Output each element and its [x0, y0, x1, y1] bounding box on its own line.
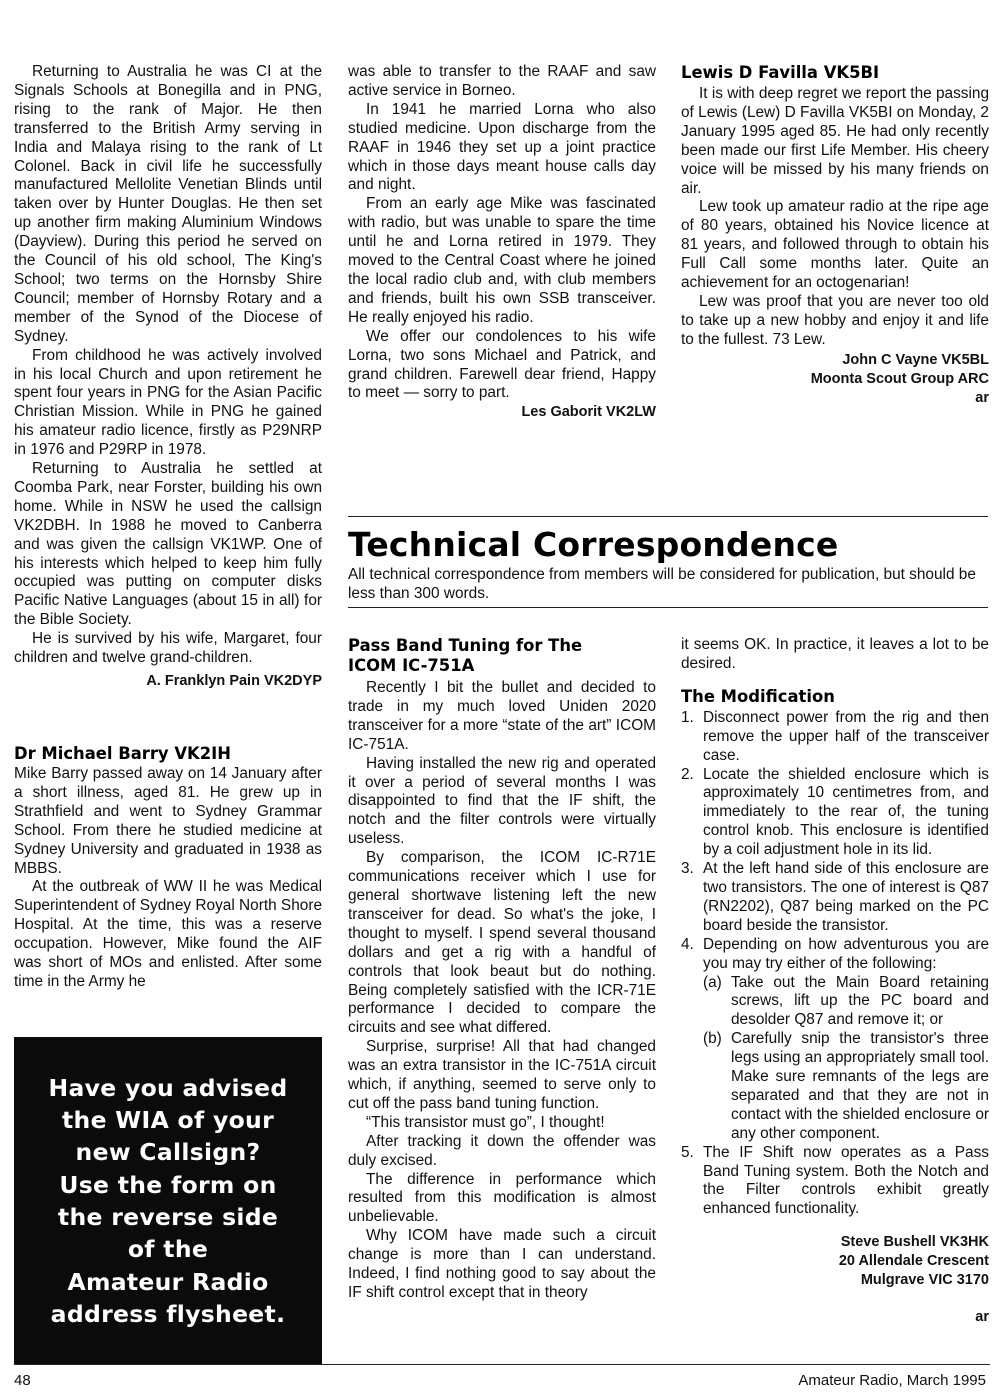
bushell-signature-name: Steve Bushell VK3HK: [840, 1234, 989, 1251]
section-rule-bottom: [348, 607, 988, 608]
advert-line: address flysheet.: [50, 1299, 286, 1328]
favilla-paragraph-2: Lew took up amateur radio at the ripe age of 80 years, obtained his Novice licence at 81 years, and followed through to obtain his Full Call some months later. Quite an achievement for an octogenarian!: [681, 198, 989, 292]
article-column-right: [681, 636, 989, 1327]
article-paragraph-4: Surprise, surprise! All that had changed was an extra transistor in the IC-751A circuit which, if anything, seemed to serve only to cut off the pass band tuning function.: [348, 1038, 656, 1112]
advert-line: new Callsign?: [75, 1138, 261, 1167]
advert-line: Use the form on: [59, 1170, 277, 1199]
article-paragraph-5: “This transistor must go”, I thought!: [366, 1113, 605, 1131]
pain-paragraph-2: From childhood he was actively involved in his local Church and upon retirement he spent four years in PNG for the Asian Pacific Christian Mission. While in PNG he gained his amateur radio licence, firstly as P29NRP in 1976 and P29RP in 1978.: [14, 346, 322, 459]
article-paragraph-3: By comparison, the ICOM IC-R71E communications receiver which I use for general shortwave listening left the new transceiver for dead. So what's the joke, I thought to myself. I spend several thousand dollars and get a rig with a handful of controls that look beaut but do nothing. Being completely satisfied with the ICR-71E performance I decided to compare the circuits and see what differed.: [348, 849, 656, 1037]
step-item: [681, 1144, 989, 1220]
favilla-paragraph-1: It is with deep regret we report the passing of Lewis (Lew) D Favilla VK5BI on Monday, 2 January 1995 aged 85. He had only recently been made our first Life Member. His cheery voice will be missed by his many friends on air.: [681, 85, 990, 197]
article-paragraph-1: Recently I bit the bullet and decided to trade in my much loved Uniden 2020 transceiver for a more “state of the art” ICOM IC-751A.: [348, 679, 656, 753]
step-item: [681, 709, 989, 766]
advert-line: Amateur Radio: [67, 1267, 269, 1296]
step-item: [681, 766, 989, 861]
advert-line: Have you advised: [48, 1073, 288, 1102]
obituary-column-2: [348, 63, 656, 422]
step-text: Locate the shielded enclosure which is approximately 10 centimetres from, and immediately to the rear of, the tuning control knob. This enclosure is identified by a coil adjustment hole in its lid.: [703, 765, 989, 859]
sub-step-label: (a): [703, 973, 722, 991]
article-paragraph-2: Having installed the new rig and operated it over a period of several months I was disappointed to find that the IF shift, the notch and the filter controls were virtually useless.: [348, 754, 656, 848]
barry-paragraph-1: Mike Barry passed away on 14 January after a short illness, aged 81. He grew up in Strathfield and went to Sydney Grammar School. From there he studied medicine at Sydney University and graduated in 1938 as MBBS.: [14, 765, 322, 877]
bushell-signature-city: Mulgrave VIC 3170: [860, 1272, 989, 1289]
step-number: 5.: [681, 1143, 694, 1161]
pain-paragraph-1: Returning to Australia he was CI at the Signals Schools at Bonegilla and in PNG, rising to the rank of Major. He then transferred to the British Army serving in India and Malaya rising to the rank of Lt Colonel. Back in civil life he successfully manufactured Mellolite Venetian Blinds until taken over by Hunter Douglas. He then set up another firm making Aluminium Windows (Dayview). During this period he served on the Council of his old school, The King's School; two terms on the Hornsby Shire Council; member of Hornsby Rotary and a member of the Synod of the Diocese of Sydney.: [14, 63, 322, 345]
section-rule-top: [348, 516, 988, 517]
modification-steps: [681, 709, 989, 1219]
article-end-mark: ar: [975, 1309, 989, 1326]
article-paragraph-6: After tracking it down the offender was duly excised.: [348, 1132, 656, 1169]
obituary-column-3: [681, 63, 989, 408]
sub-step-item: [703, 1030, 989, 1143]
step-item: [681, 860, 989, 936]
pain-signature: A. Franklyn Pain VK2DYP: [146, 673, 322, 689]
obituary-column-1: [14, 63, 322, 992]
article-column-left: [348, 636, 656, 1303]
advert-line: of the: [127, 1235, 209, 1264]
vayne-signature-name: John C Vayne VK5BL: [842, 351, 989, 368]
barry-paragraph-3: was able to transfer to the RAAF and saw active service in Borneo.: [348, 63, 656, 99]
section-intro: All technical correspondence from members will be considered for publication, but should be less than 300 words.: [348, 566, 976, 602]
sub-step-text: Take out the Main Board retaining screws, lift up the PC board and desolder Q87 and remove it; or: [731, 973, 989, 1029]
step-text: At the left hand side of this enclosure are two transistors. The one of interest is Q87 (RN2202), Q87 being marked on the PC board beside the transistor.: [703, 860, 989, 934]
step-item: [681, 936, 989, 1144]
gaborit-signature: Les Gaborit VK2LW: [521, 404, 656, 421]
step-text: Depending on how adventurous you are you may try either of the following:: [703, 935, 989, 972]
favilla-end-mark: ar: [975, 389, 989, 406]
barry-paragraph-4: In 1941 he married Lorna who also studied medicine. Upon discharge from the RAAF in 1946 they set up a joint practice which in those days meant house calls day and night.: [348, 100, 656, 194]
page-number: 48: [14, 1372, 31, 1389]
advert-text: [20, 1072, 316, 1330]
step-number: 3.: [681, 860, 694, 878]
step-text: The IF Shift now operates as a Pass Band Tuning system. Both the Notch and the Filter controls exhibit greatly enhanced functionality.: [703, 1143, 989, 1218]
publication-footer: Amateur Radio, March 1995: [798, 1372, 986, 1389]
vayne-signature-org: Moonta Scout Group ARC: [810, 370, 989, 387]
article-heading: Pass Band Tuning for The ICOM IC-751A: [348, 636, 583, 675]
article-paragraph-7: The difference in performance which resulted from this modification is almost unbelievable.: [348, 1170, 656, 1226]
article-paragraph-9: it seems OK. In practice, it leaves a lot to be desired.: [681, 636, 989, 672]
bushell-signature-street: 20 Allendale Crescent: [838, 1253, 989, 1270]
barry-paragraph-2: At the outbreak of WW II he was Medical Superintendent of Sydney Royal North Shore Hospital. At the time, this was a reserve occupation. However, Mike found the AIF was short of MOs and enlisted. After some time in the Army he: [14, 878, 323, 990]
barry-paragraph-5: From an early age Mike was fascinated with radio, but was unable to spare the time until he and Lorna retired in 1979. They moved to the Central Coast where he joined the local radio club and, with club members and friends, built his own SSB transceiver. He really enjoyed his radio.: [348, 195, 656, 326]
favilla-heading: Lewis D Favilla VK5BI: [681, 63, 880, 82]
pain-paragraph-4: He is survived by his wife, Margaret, four children and twelve grand-children.: [14, 630, 322, 667]
sub-step-item: [703, 974, 989, 1031]
step-number: 1.: [681, 708, 694, 726]
callsign-advert: [14, 1037, 322, 1365]
advert-line: the reverse side: [57, 1203, 279, 1231]
pain-paragraph-3: Returning to Australia he settled at Coomba Park, near Forster, building his own home. While in NSW he used the callsign VK2DBH. In 1988 he moved to Canberra and was given the callsign VK1WP. One of his interests which helped to keep him fully occupied was putting on computer disks Pacific Native Languages (about 15 in all) for the Bible Society.: [14, 460, 322, 629]
sub-step-text: Carefully snip the transistor's three legs using an appropriately small tool. Make sure remnants of the legs are separated and that they are not in contact with the shielded enclosure or any other component.: [731, 1030, 989, 1142]
barry-heading: Dr Michael Barry VK2IH: [14, 744, 231, 763]
barry-paragraph-6: We offer our condolences to his wife Lorna, two sons Michael and Patrick, and grand children. Farewell dear friend, Happy to meet — sorry to part.: [348, 327, 656, 402]
footer-rule: [14, 1364, 990, 1365]
favilla-paragraph-3: Lew was proof that you are never too old to take up a new hobby and enjoy it and life to the fullest. 73 Lew.: [681, 292, 989, 348]
step-number: 4.: [681, 935, 694, 953]
article-paragraph-8: Why ICOM have made such a circuit change is more than I can understand. Indeed, I find nothing good to say about the IF shift control except that in theory: [348, 1227, 656, 1301]
step-text: Disconnect power from the rig and then remove the upper half of the transceiver case.: [703, 708, 989, 764]
advert-line: the WIA of your: [62, 1106, 274, 1135]
modification-heading: The Modification: [681, 686, 835, 706]
section-title: Technical Correspondence: [348, 525, 839, 564]
step-number: 2.: [681, 765, 694, 783]
sub-step-label: (b): [703, 1030, 722, 1048]
